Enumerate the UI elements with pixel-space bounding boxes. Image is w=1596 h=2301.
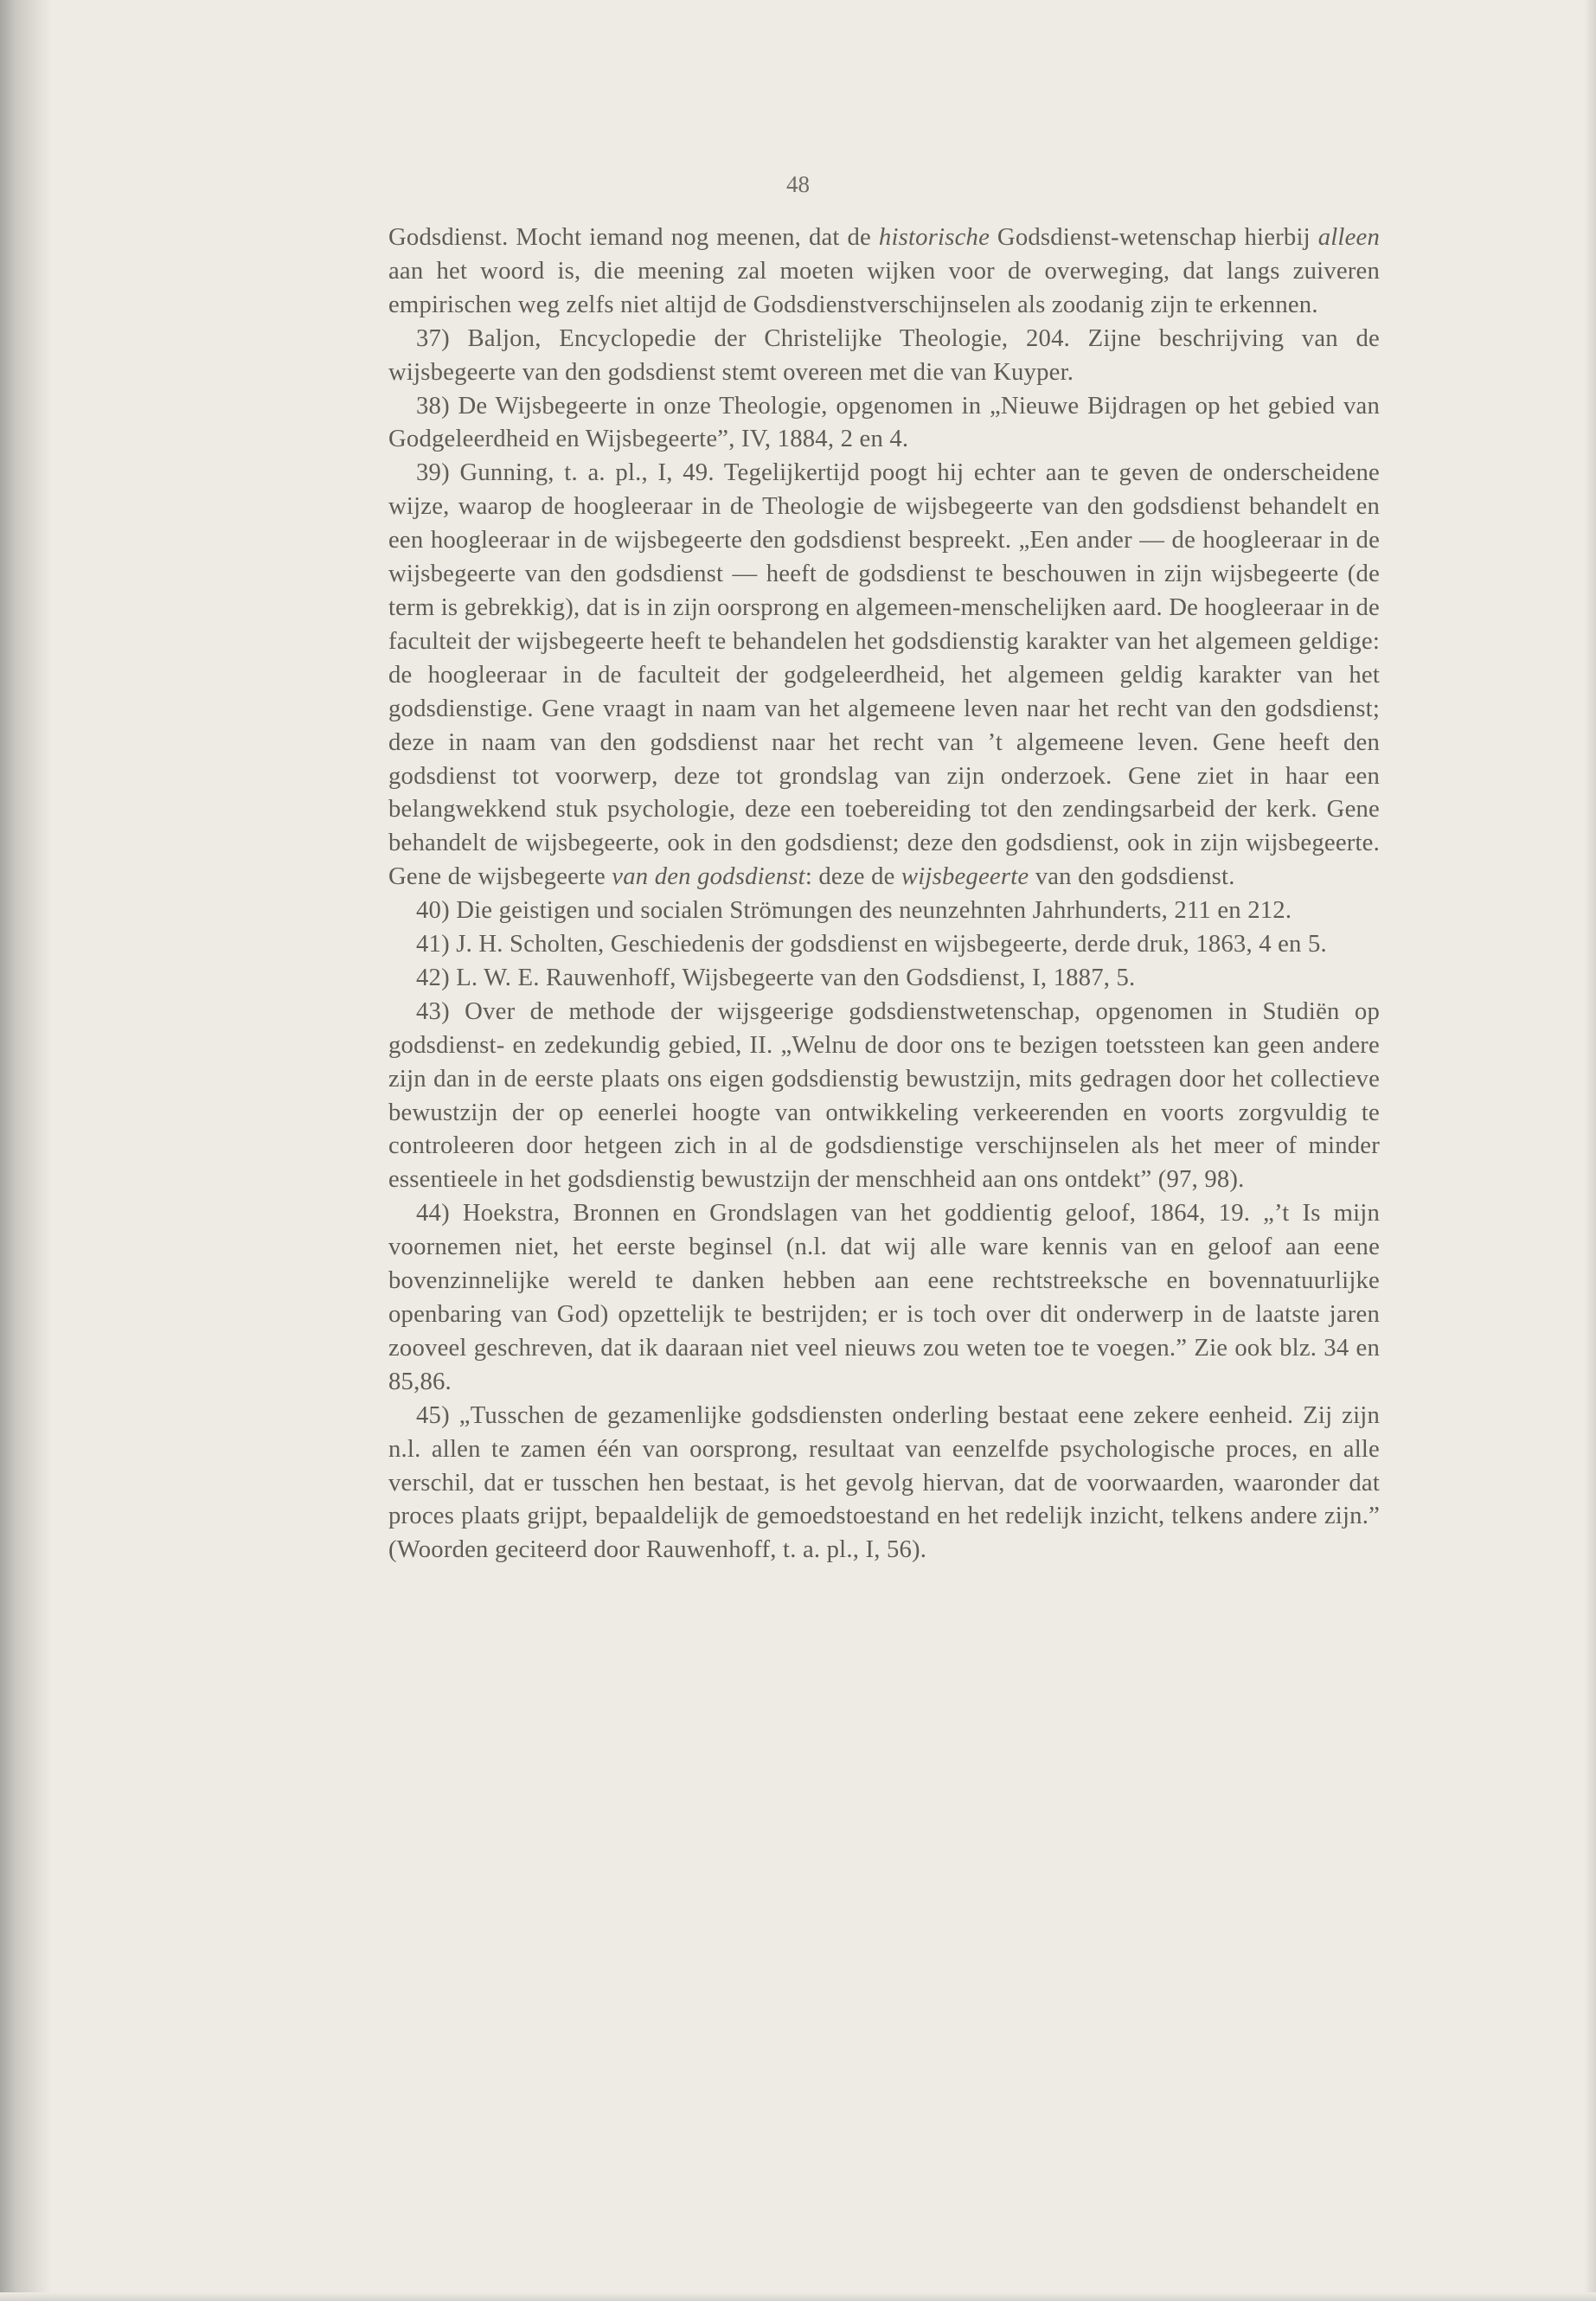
page-bottom-edge bbox=[0, 2292, 1596, 2301]
text-run: Godsdienst-wetenschap hierbij bbox=[990, 223, 1318, 251]
footnote-38 bbox=[388, 389, 1380, 457]
text-run: 38) De Wijsbegeerte in onze Theologie, opgenomen in „Nieuwe Bijdragen op het gebied van Godgeleerdheid en Wijsbegeerte”, IV, 1884, 2 en 4. bbox=[388, 391, 1380, 453]
footnote-43 bbox=[388, 995, 1380, 1196]
text-run: aan het woord is, die meening zal moeten wijken voor de overweging, dat langs zuiveren empirischen weg zelfs niet altijd de Godsdienstverschijnselen als zoodanig zijn te erkennen. bbox=[388, 256, 1380, 318]
text-run: 40) Die geistigen und socialen Strömungen des neunzehnten Jahrhunderts, 211 en 212. bbox=[416, 896, 1292, 925]
footnote-39 bbox=[388, 456, 1380, 894]
italic-run: historische bbox=[878, 223, 990, 251]
page-gutter-shadow bbox=[0, 0, 52, 2301]
text-run: 43) Over de methode der wijsgeerige godsdienstwetenschap, opgenomen in Studiën op godsdienst- en zedekundig gebied, II. „Welnu de door ons te bezigen toetssteen kan geen andere zijn dan in de eerste plaats ons eigen godsdienstig bewustzijn, mits gedragen door het collectieve bewustzijn der op eenerlei hoogte van ontwikkeling verkeerenden en voorts zorgvuldig te controleeren door hetgeen zich in al de godsdienstige verschijnselen als het meer of minder essentieele in het godsdienstig bewustzijn der menschheid aan ons ontdekt” (97, 98). bbox=[388, 997, 1380, 1194]
footnote-42 bbox=[388, 961, 1380, 995]
text-run: : deze de bbox=[804, 862, 901, 891]
text-run: 39) Gunning, t. a. pl., I, 49. Tegelijkertijd poogt hij echter aan te geven de onderscheidene wijze, waarop de hoogleeraar in de Theologie de wijsbegeerte van den godsdienst behandelt en een hoogleeraar in de wijsbegeerte den godsdienst bespreekt. „Een ander — de hoogleeraar in de wijsbegeerte van den godsdienst — heeft de godsdienst te beschouwen in zijn wijsbegeerte (de term is gebrekkig), dat is in zijn oorsprong en algemeen-menschelijken aard. De hoogleeraar in de faculteit der wijsbegeerte heeft te behandelen het godsdienstig karakter van het algemeen geldige: de hoogleeraar in de faculteit der godgeleerdheid, het algemeen geldig karakter van het godsdienstige. Gene vraagt in naam van het algemeene leven naar het recht van den godsdienst; deze in naam van den godsdienst naar het recht van ’t algemeene leven. Gene heeft den godsdienst tot voorwerp, deze tot grondslag van zijn onderzoek. Gene ziet in haar een belangwekkend stuk psychologie, deze een toebereiding tot den zendingsarbeid der kerk. Gene behandelt de wijsbegeerte, ook in den godsdienst; deze den godsdienst, ook in zijn wijsbegeerte. Gene de wijsbegeerte bbox=[388, 458, 1380, 891]
text-run: van den godsdienst. bbox=[1029, 862, 1235, 891]
text-run: 44) Hoekstra, Bronnen en Grondslagen van het goddientig geloof, 1864, 19. „’t Is mijn voornemen niet, het eerste beginsel (n.l. dat wij alle ware kennis van en geloof aan eene bovenzinnelijke wereld te danken hebben aan eene rechtstreeksche en bovennatuurlijke openbaring van God) opzettelijk te bestrijden; er is toch over dit onderwerp in de laatste jaren zooveel geschreven, dat ik daaraan niet veel nieuws zou weten toe te voegen.” Zie ook blz. 34 en 85,86. bbox=[388, 1199, 1380, 1395]
text-run: 41) J. H. Scholten, Geschiedenis der godsdienst en wijsbegeerte, derde druk, 1863, 4 en 5. bbox=[416, 930, 1327, 958]
footnote-40 bbox=[388, 894, 1380, 927]
paragraph-continuation bbox=[388, 221, 1380, 322]
italic-run: van den godsdienst bbox=[612, 862, 805, 891]
page-number: 48 bbox=[786, 171, 810, 197]
footnote-37 bbox=[388, 322, 1380, 389]
footnote-44 bbox=[388, 1196, 1380, 1398]
text-run: Godsdienst. Mocht iemand nog meenen, dat de bbox=[388, 223, 879, 251]
italic-run: alleen bbox=[1317, 223, 1380, 251]
footnotes-body bbox=[388, 221, 1380, 1567]
text-run: 42) L. W. E. Rauwenhoff, Wijsbegeerte van den Godsdienst, I, 1887, 5. bbox=[416, 963, 1136, 991]
page-right-edge bbox=[1584, 0, 1596, 2301]
italic-run: wijsbegeerte bbox=[901, 862, 1029, 891]
text-run: 37) Baljon, Encyclopedie der Christelijke Theologie, 204. Zijne beschrijving van de wijsbegeerte van den godsdienst stemt overeen met die van Kuyper. bbox=[388, 324, 1380, 386]
footnote-45 bbox=[388, 1399, 1380, 1567]
footnote-41 bbox=[388, 927, 1380, 961]
text-run: 45) „Tusschen de gezamenlijke godsdiensten onderling bestaat eene zekere eenheid. Zij zijn n.l. allen te zamen één van oorsprong, resultaat van eenzelfde psychologische proces, en alle verschil, dat er tusschen hen bestaat, is het gevolg hiervan, dat de voorwaarden, waaronder dat proces plaats grijpt, bepaaldelijk de gemoedstoestand en het redelijk inzicht, telkens andere zijn.” (Woorden geciteerd door Rauwenhoff, t. a. pl., I, 56). bbox=[388, 1400, 1380, 1564]
